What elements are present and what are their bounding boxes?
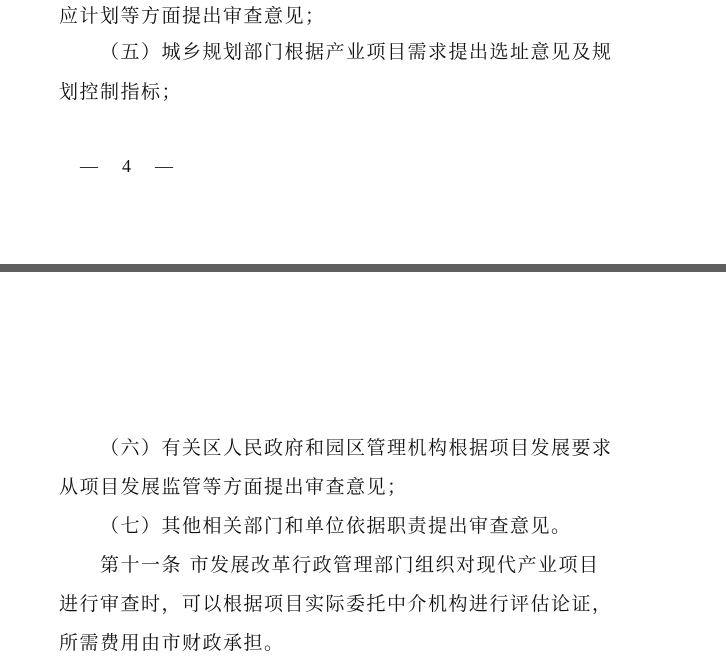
paragraph-line: （五）城乡规划部门根据产业项目需求提出选址意见及规 <box>100 41 613 63</box>
page-number: 4 <box>122 156 131 176</box>
page-number-left-dash: — <box>80 156 98 176</box>
paragraph-line: 划控制指标； <box>59 81 183 103</box>
page-separator <box>0 264 726 272</box>
page-number-right-dash: — <box>155 156 173 176</box>
document-page-bottom <box>0 272 726 659</box>
paragraph-line: 所需费用由市财政承担。 <box>59 632 285 654</box>
paragraph-line: 进行审查时，可以根据项目实际委托中介机构进行评估论证， <box>59 593 613 615</box>
document-page-top <box>0 0 726 264</box>
paragraph-line: （六）有关区人民政府和园区管理机构根据项目发展要求 <box>100 437 613 459</box>
paragraph-line: 从项目发展监管等方面提出审查意见； <box>59 476 408 498</box>
page-number-footer <box>80 155 173 177</box>
paragraph-line: 第十一条 市发展改革行政管理部门组织对现代产业项目 <box>100 554 600 576</box>
paragraph-line: （七）其他相关部门和单位依据职责提出审查意见。 <box>100 515 572 537</box>
paragraph-line: 应计划等方面提出审查意见； <box>59 5 326 27</box>
